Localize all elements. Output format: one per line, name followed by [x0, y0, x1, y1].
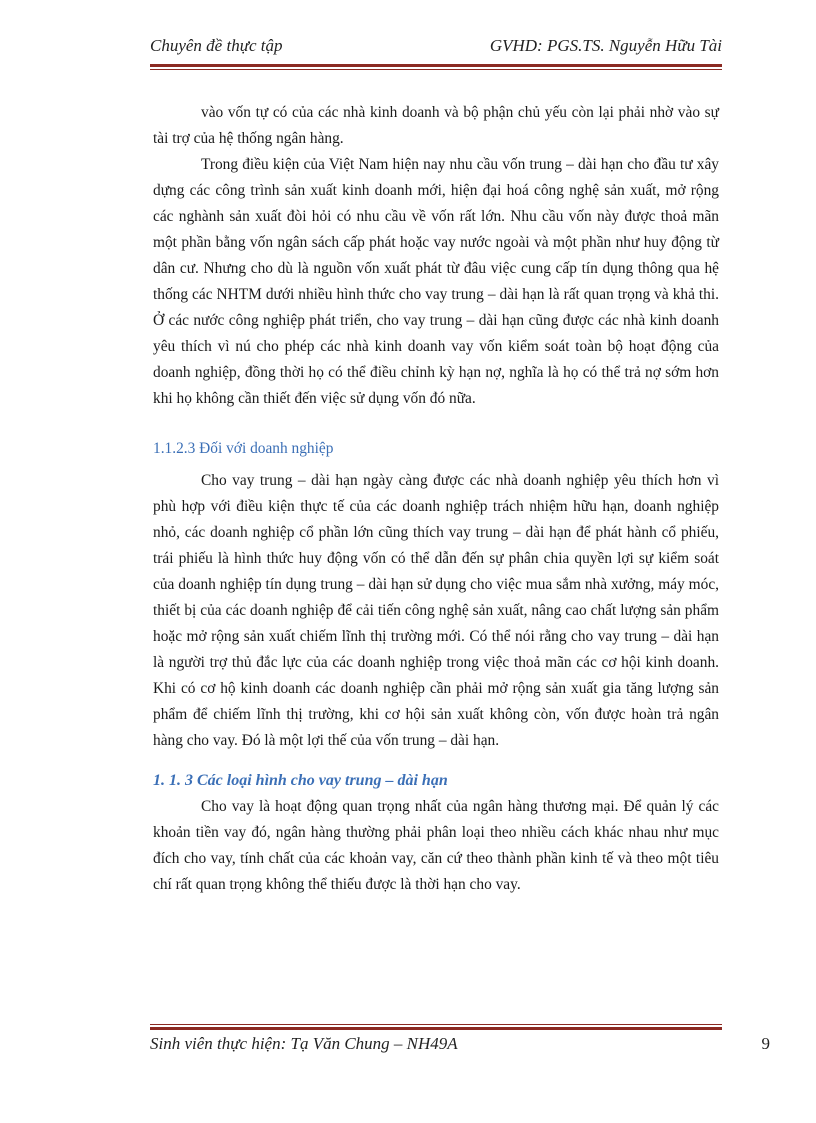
page-body [153, 100, 719, 898]
footer-rule [150, 1024, 722, 1030]
section-heading: 1. 1. 3 Các loại hình cho vay trung – dài hạn [153, 772, 448, 789]
subsection-heading: 1.1.2.3 Đối với doanh nghiệp [153, 440, 334, 457]
page-number: 9 [761, 1034, 770, 1053]
paragraph-enterprises: Cho vay trung – dài hạn ngày càng được các nhà doanh nghiệp yêu thích hơn vì phù hợp với điều kiện thực tế của các doanh nghiệp trách nhiệm hữu hạn, doanh nghiệp nhỏ, các doanh nghiệp cổ phần lớn cũng thích vay trung – dài hạn để phát hành cổ phiếu, trái phiếu là hình thức huy động vốn có thể dẫn đến sự phân chia quyền lợi sự kiểm soát của doanh nghiệp tín dụng trung – dài hạn sử dụng cho việc mua sắm nhà xưởng, máy móc, thiết bị của các doanh nghiệp để cải tiến công nghệ sản xuất, nâng cao chất lượng sản phẩm hoặc mở rộng sản xuất chiếm lĩnh thị trường mới. Có thể nói rằng cho vay trung – dài hạn là người trợ thủ đắc lực của các doanh nghiệp trong việc thoả mãn các cơ hội kinh doanh. Khi có cơ hộ kinh doanh các doanh nghiệp cần phải mở rộng sản xuất gia tăng lượng sản phẩm để chiếm lĩnh thị trường, khi cơ hội sản xuất không còn, vốn được hoàn trả ngân hàng cho vay. Đó là một lợi thế của vốn trung – dài hạn. [153, 472, 719, 749]
footer-student: Sinh viên thực hiện: Tạ Văn Chung – NH49A [150, 1034, 458, 1053]
header-document-type: Chuyên đề thực tập [150, 36, 283, 55]
paragraph-continuation: vào vốn tự có của các nhà kinh doanh và bộ phận chủ yếu còn lại phải nhờ vào sự tài trợ của hệ thống ngân hàng. [153, 104, 719, 147]
header-supervisor: GVHD: PGS.TS. Nguyễn Hữu Tài [489, 36, 722, 55]
page-footer [150, 1034, 770, 1058]
paragraph-loan-types: Cho vay là hoạt động quan trọng nhất của ngân hàng thương mại. Để quản lý các khoản tiền vay đó, ngân hàng thường phải phân loại theo nhiều cách khác nhau như mục đích cho vay, tính chất của các khoản vay, căn cứ theo thành phần kinh tế và theo một tiêu chí rất quan trọng không thể thiếu được là thời hạn cho vay. [153, 798, 719, 893]
header-rule [150, 64, 722, 70]
page-header [150, 36, 722, 62]
paragraph-vietnam-demand: Trong điều kiện của Việt Nam hiện nay nhu cầu vốn trung – dài hạn cho đầu tư xây dựng các công trình sản xuất kinh doanh mới, hiện đại hoá công nghệ sản xuất, mở rộng các nghành sản xuất đòi hỏi có nhu cầu về vốn rất lớn. Nhu cầu vốn này được thoả mãn một phần bằng vốn ngân sách cấp phát hoặc vay nước ngoài và một phần như huy động từ dân cư. Nhưng cho dù là nguồn vốn xuất phát từ đâu việc cung cấp tín dụng thông qua hệ thống các NHTM dưới nhiều hình thức cho vay trung – dài hạn là rất quan trọng và khả thi. Ở các nước công nghiệp phát triển, cho vay trung – dài hạn cũng được các nhà kinh doanh yêu thích vì nú cho phép các nhà kinh doanh vay vốn kiểm soát toàn bộ hoạt động của doanh nghiệp, đồng thời họ có thể điều chỉnh kỳ hạn nợ, nghĩa là họ có thể trả nợ sớm hơn khi họ không cần thiết đến việc sử dụng vốn đó nữa. [153, 156, 719, 407]
